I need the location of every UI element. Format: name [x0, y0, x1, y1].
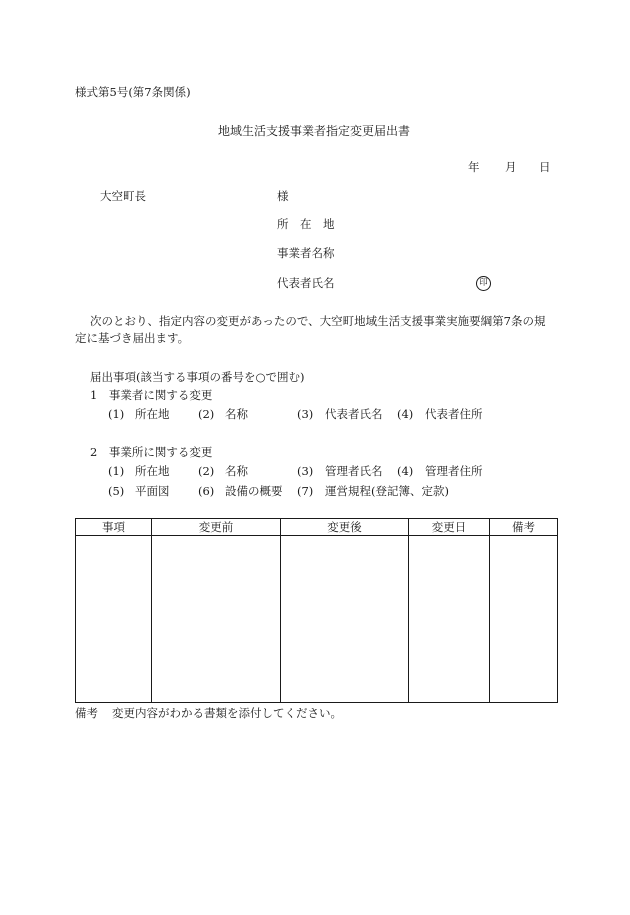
s1-item-label: 代表者氏名 [325, 407, 383, 421]
page-title: 地域生活支援事業者指定変更届出書 [218, 124, 411, 138]
s1-item-label: 名称 [225, 407, 248, 421]
s2-item-num: (1) [108, 464, 125, 478]
s2-item-num: (7) [297, 484, 314, 498]
representative-label: 代表者氏名 [277, 276, 335, 290]
s1-item-num: (1) [108, 407, 125, 421]
col-header-item: 事項 [76, 519, 152, 536]
table-header-row [76, 519, 558, 536]
addressee-honorific: 様 [277, 189, 289, 203]
addressee-name: 大空町長 [100, 189, 146, 203]
notice-heading: 届出事項(該当する事項の番号を○で囲む) [90, 370, 305, 384]
footer-label: 備考 [75, 706, 98, 720]
seal-icon: 印 [476, 276, 491, 291]
s2-item-label: 管理者住所 [425, 464, 483, 478]
col-header-date: 変更日 [409, 519, 490, 536]
table-row [76, 536, 558, 703]
s2-item-num: (2) [198, 464, 215, 478]
date-month: 月 [505, 160, 517, 174]
s2-item-num: (4) [397, 464, 414, 478]
s2-item-label: 運営規程(登記簿、定款) [325, 484, 449, 498]
s1-item-num: (2) [198, 407, 215, 421]
address-label: 所 在 地 [277, 217, 335, 231]
footer-note: 変更内容がわかる書類を添付してください。 [112, 706, 342, 720]
s2-item-label: 管理者氏名 [325, 464, 383, 478]
s1-item-label: 所在地 [135, 407, 170, 421]
s2-item-num: (6) [198, 484, 215, 498]
cell-after[interactable] [281, 536, 409, 703]
col-header-remarks: 備考 [490, 519, 558, 536]
s1-item-num: (4) [397, 407, 414, 421]
body-line-1: 次のとおり、指定内容の変更があったので、大空町地域生活支援事業実施要綱第7条の規 [90, 314, 546, 328]
cell-item[interactable] [76, 536, 152, 703]
form-number: 様式第5号(第7条関係) [75, 85, 191, 99]
s1-item-num: (3) [297, 407, 314, 421]
section-2-label: 2 事業所に関する変更 [90, 445, 213, 459]
s2-item-num: (3) [297, 464, 314, 478]
s2-item-label: 平面図 [135, 484, 170, 498]
cell-remarks[interactable] [490, 536, 558, 703]
s2-item-label: 名称 [225, 464, 248, 478]
date-year: 年 [468, 160, 480, 174]
date-day: 日 [539, 160, 551, 174]
business-name-label: 事業者名称 [277, 246, 335, 260]
s2-item-label: 設備の概要 [225, 484, 283, 498]
cell-before[interactable] [152, 536, 281, 703]
s2-item-label: 所在地 [135, 464, 170, 478]
section-1-label: 1 事業者に関する変更 [90, 388, 213, 402]
body-line-2: 定に基づき届出ます。 [75, 331, 190, 345]
s1-item-label: 代表者住所 [425, 407, 483, 421]
col-header-before: 変更前 [152, 519, 281, 536]
col-header-after: 変更後 [281, 519, 409, 536]
seal-mark [476, 276, 491, 291]
change-table [75, 518, 558, 703]
s2-item-num: (5) [108, 484, 125, 498]
cell-date[interactable] [409, 536, 490, 703]
